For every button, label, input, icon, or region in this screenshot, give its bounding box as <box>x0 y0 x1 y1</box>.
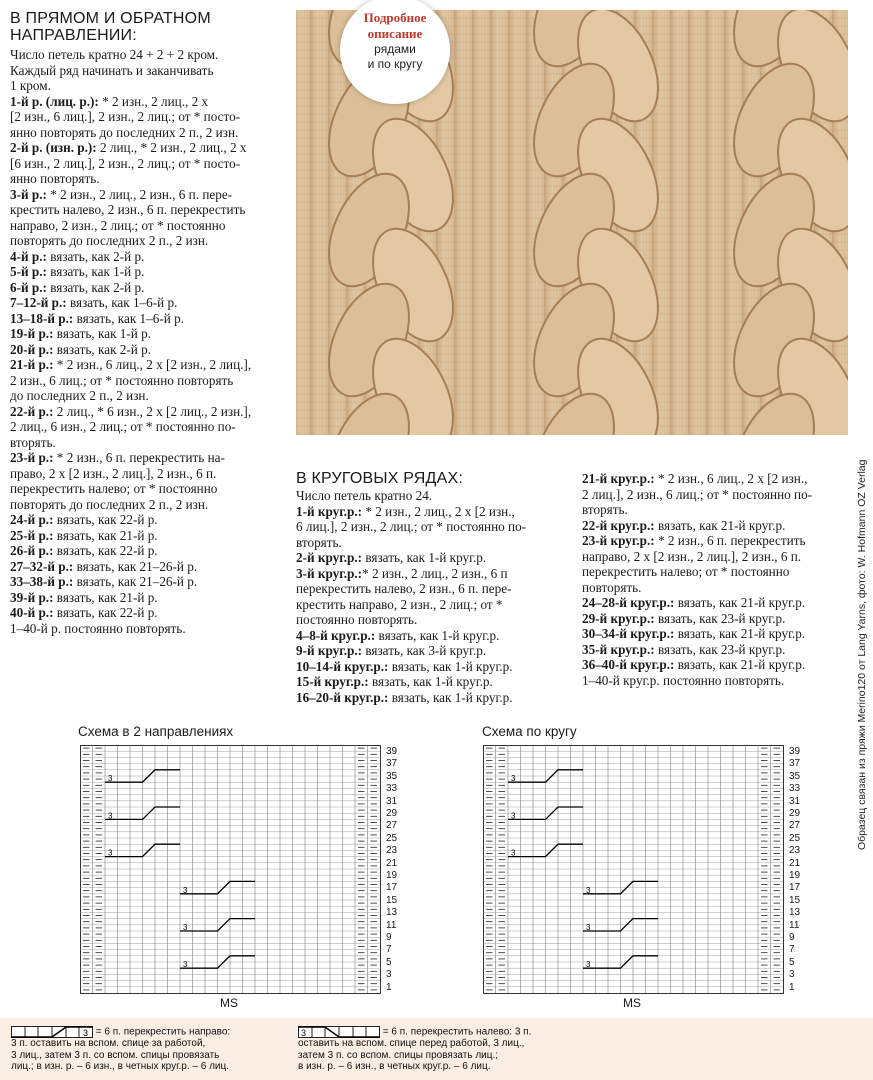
instruction-line <box>10 481 295 497</box>
instruction-line <box>582 518 867 534</box>
detail-badge <box>340 0 450 104</box>
row-label: 36–40-й круг.р.: <box>582 657 675 672</box>
legend-right-line-1: = 6 п. перекрестить направо: <box>95 1026 231 1038</box>
row-text: * 2 изн., 6 п. перекрестить <box>654 533 806 548</box>
row-text: вязать, как 3-й круг.р. <box>362 643 487 658</box>
instruction-line <box>10 450 295 466</box>
row-text: вязать, как 23-й круг.р. <box>654 641 786 657</box>
row-number: 7 <box>386 944 392 956</box>
row-text: вязать, как 1–6-й р. <box>73 310 184 326</box>
row-number: 17 <box>386 882 398 894</box>
row-text: вязать, как 21-й р. <box>53 589 158 605</box>
row-label: 9-й круг.р.: <box>296 643 363 658</box>
row-text: вязать, как 1-й р. <box>46 264 145 279</box>
instruction-line <box>582 673 867 689</box>
row-label: 4-й р.: <box>10 248 47 264</box>
instruction-line <box>10 528 295 544</box>
row-label: 1-й круг.р.: <box>296 503 363 519</box>
row-text: крестить направо, 2 изн., 2 лиц.; от * <box>296 596 503 612</box>
row-label: 2-й р. (изн. р.): <box>10 140 97 155</box>
instruction-line <box>582 595 867 611</box>
cable-label: 3 <box>183 923 188 932</box>
round-title: В КРУГОВЫХ РЯДАХ: <box>296 470 463 487</box>
row-label: 7–12-й р.: <box>10 295 67 310</box>
instruction-line <box>10 63 295 79</box>
row-text: повторять до последних 2 п., 2 изн. <box>10 496 209 512</box>
row-text: направо, 2 изн., 2 лиц.; от * постоянно <box>10 217 226 233</box>
row-text: до последних 2 п., 2 изн. <box>10 388 149 403</box>
instruction-line <box>10 419 295 435</box>
instruction-line <box>296 535 581 551</box>
row-text: вязать, как 21-й р. <box>53 527 158 543</box>
chart-round <box>483 745 803 1010</box>
row-text: 2 лиц., 6 изн., 2 лиц.; от * постоянно по- <box>10 419 236 434</box>
chart-footer-ms: MS <box>623 996 641 1010</box>
row-label: 23-й круг.р.: <box>582 533 655 548</box>
row-number: 5 <box>789 956 795 968</box>
photo-credit-text: Образец связан из пряжи Merino120 от Lang Yarns, фото: W. Hofmann OZ Verlag <box>856 459 868 850</box>
instruction-line <box>296 597 581 613</box>
legend-right-line-3: 3 лиц., затем 3 п. со вспом. спицы провязать <box>11 1049 220 1061</box>
row-text: повторять до последних 2 п., 2 изн. <box>10 233 209 248</box>
row-text: 1 кром. <box>10 78 51 93</box>
instruction-line <box>10 357 295 373</box>
row-label: 20-й р.: <box>10 341 54 357</box>
row-label: 10–14-й круг.р.: <box>296 658 389 674</box>
row-number: 17 <box>789 882 801 894</box>
row-text: 2 лиц.], 2 изн., 6 лиц.; от * постоянно по- <box>582 486 813 502</box>
row-label: 16–20-й круг.р.: <box>296 689 389 705</box>
row-text: * 2 изн., 6 лиц., 2 х [2 изн., 2 лиц.], <box>53 357 252 372</box>
legend-right-cross <box>11 1026 281 1073</box>
row-text: Каждый ряд начинать и заканчивать <box>10 62 214 78</box>
instruction-line <box>10 388 295 404</box>
row-text: постоянно повторять. <box>296 612 418 627</box>
chart-footer-ms: MS <box>220 996 238 1010</box>
legend-left-line-4: в изн. р. – 6 изн., в четных круг.р. – 6 лиц. <box>298 1061 491 1073</box>
row-text: * 2 изн., 6 лиц., 2 х [2 изн., <box>654 471 808 486</box>
instruction-line <box>296 550 581 566</box>
flat-section <box>10 10 295 636</box>
instruction-line <box>582 657 867 673</box>
row-text: 1–40-й круг.р. постоянно повторять. <box>582 672 785 688</box>
instruction-line <box>10 373 295 389</box>
row-text: вязать, как 21-й круг.р. <box>674 595 806 610</box>
instruction-line <box>10 311 295 327</box>
legend-right-line-2: 3 п. оставить на вспом. спице за работой, <box>11 1038 206 1050</box>
row-number: 19 <box>386 870 398 881</box>
instruction-line <box>10 574 295 590</box>
row-label: 21-й р.: <box>10 357 54 372</box>
instruction-line <box>582 549 867 565</box>
legend-right-line-4: лиц.; в изн. р. – 6 изн., в четных круг.р. – 6 лиц. <box>11 1061 230 1073</box>
row-label: 33–38-й р.: <box>10 574 74 589</box>
row-text: вязать, как 1–6-й р. <box>66 295 178 310</box>
row-number: 23 <box>386 845 398 857</box>
row-text: * 2 изн., 2 лиц., 2 изн., 6 п. пере- <box>46 186 233 202</box>
row-text: вязать, как 1-й круг.р. <box>375 627 500 643</box>
row-text: вязать, как 1-й круг.р. <box>368 674 493 689</box>
row-text: вторять. <box>10 434 56 450</box>
row-number: 31 <box>789 795 801 807</box>
row-number: 25 <box>386 832 398 844</box>
instruction-line <box>582 471 867 487</box>
row-number: 3 <box>386 969 392 981</box>
row-number: 31 <box>386 795 398 807</box>
row-text: Число петель кратно 24. <box>296 488 433 503</box>
instruction-line <box>296 566 581 582</box>
row-text: * 2 изн., 2 лиц., 2 изн., 6 п <box>362 565 508 581</box>
instruction-line <box>10 621 295 637</box>
cable-label: 3 <box>108 848 113 858</box>
instruction-line <box>10 605 295 621</box>
badge-line-4: и по кругу <box>367 57 423 71</box>
row-number: 39 <box>789 746 801 757</box>
row-label: 40-й р.: <box>10 605 54 620</box>
row-text: перекрестить налево, 2 изн., 6 п. пере- <box>296 581 512 596</box>
instruction-line <box>10 342 295 358</box>
row-label: 24-й р.: <box>10 512 54 527</box>
flat-title <box>10 10 295 44</box>
instruction-line <box>296 488 581 504</box>
instruction-line <box>10 171 295 187</box>
row-text: 2 изн., 6 лиц.; от * постоянно повторять <box>10 372 234 388</box>
row-number: 37 <box>789 758 801 770</box>
legend-left-cross <box>298 1026 598 1073</box>
row-label: 6-й р.: <box>10 279 47 295</box>
instruction-line <box>10 435 295 451</box>
row-text: вязать, как 2-й р. <box>46 279 145 295</box>
cable-label: 3 <box>108 774 113 784</box>
instruction-line <box>10 233 295 249</box>
row-number: 29 <box>789 808 801 819</box>
instruction-line <box>296 674 581 690</box>
row-number: 13 <box>789 907 801 919</box>
cable-left-symbol-num: 3 <box>301 1028 307 1038</box>
instruction-line <box>296 690 581 706</box>
legend-left-line-3: затем 3 п. со вспом. спицы провязать лиц.; <box>298 1049 499 1061</box>
row-text: направо, 2 х [2 изн., 2 лиц.], 2 изн., 6 п. <box>582 548 802 564</box>
row-number: 37 <box>386 758 398 770</box>
instruction-line <box>296 628 581 644</box>
cable-label: 3 <box>586 923 591 932</box>
row-text: вязать, как 1-й круг.р. <box>388 689 513 705</box>
chart-round-title: Схема по кругу <box>482 724 577 739</box>
instruction-line <box>10 543 295 559</box>
row-text: вязать, как 21-й круг.р. <box>654 517 786 533</box>
row-text: вязать, как 22-й р. <box>53 543 158 558</box>
instruction-line <box>582 626 867 642</box>
row-text: янно повторять до последних 2 п., 2 изн. <box>10 124 239 140</box>
cable-right-symbol <box>11 1026 93 1038</box>
row-text: 2 лиц., * 6 изн., 2 х [2 лиц., 2 изн.], <box>53 403 252 419</box>
row-text: крестить налево, 2 изн., 6 п. перекрестить <box>10 202 246 217</box>
instruction-line <box>10 404 295 420</box>
row-text: янно повторять. <box>10 171 100 186</box>
instruction-line <box>296 659 581 675</box>
instruction-line <box>582 564 867 580</box>
row-text: [2 изн., 6 лиц.], 2 изн., 2 лиц.; от * посто- <box>10 109 241 124</box>
cable-label: 3 <box>183 960 188 970</box>
instruction-line <box>296 643 581 659</box>
chart-flat-title: Схема в 2 направлениях <box>78 724 234 739</box>
row-text: вязать, как 21–26-й р. <box>73 574 198 589</box>
legend-panel <box>0 1018 873 1080</box>
instruction-line <box>582 502 867 518</box>
row-text: перекрестить налево; от * постоянно <box>582 564 790 579</box>
row-text: право, 2 х [2 изн., 2 лиц.], 2 изн., 6 п. <box>10 465 217 481</box>
instruction-line <box>10 264 295 280</box>
row-number: 15 <box>789 894 801 906</box>
instruction-line <box>10 156 295 172</box>
row-text: 1–40-й р. постоянно повторять. <box>10 620 186 636</box>
instruction-line <box>296 504 581 520</box>
round-instructions-col2 <box>582 471 867 688</box>
row-number: 33 <box>386 783 398 795</box>
row-text: вязать, как 2-й р. <box>46 248 145 264</box>
instruction-line <box>10 109 295 125</box>
instruction-line <box>10 140 295 156</box>
instruction-line <box>10 559 295 575</box>
row-label: 19-й р.: <box>10 326 54 341</box>
row-label: 29-й круг.р.: <box>582 610 655 626</box>
row-label: 22-й р.: <box>10 403 54 419</box>
row-label: 21-й круг.р.: <box>582 471 655 486</box>
chart-grid-svg <box>483 745 813 1013</box>
row-text: вязать, как 21-й круг.р. <box>674 657 806 672</box>
badge-line-3: рядами <box>374 42 416 56</box>
flat-instructions <box>10 47 295 636</box>
row-number: 3 <box>789 969 795 981</box>
legend-left-line-2: оставить на вспом. спице перед работой, 3 лиц., <box>298 1038 525 1050</box>
cable-label: 3 <box>511 774 516 784</box>
row-number: 21 <box>789 857 801 869</box>
row-number: 9 <box>789 932 795 943</box>
row-text: вязать, как 21-й круг.р. <box>674 626 806 641</box>
row-number: 29 <box>386 808 398 819</box>
cable-label: 3 <box>183 885 188 895</box>
row-number: 7 <box>789 944 795 956</box>
row-number: 35 <box>789 770 801 782</box>
instruction-line <box>10 202 295 218</box>
row-label: 1-й р. (лиц. р.): <box>10 93 99 109</box>
row-text: * 2 изн., 6 п. перекрестить на- <box>53 450 225 465</box>
row-text: [6 изн., 2 лиц.], 2 изн., 2 лиц.; от * посто- <box>10 155 241 171</box>
row-text: вязать, как 22-й р. <box>53 512 158 527</box>
row-label: 22-й круг.р.: <box>582 517 655 533</box>
row-text: вязать, как 1-й круг.р. <box>362 550 487 565</box>
row-text: Число петель кратно 24 + 2 + 2 кром. <box>10 47 219 62</box>
row-text: вторять. <box>582 502 628 517</box>
flat-title-line-2: НАПРАВЛЕНИИ: <box>10 27 137 44</box>
row-label: 24–28-й круг.р.: <box>582 595 675 610</box>
row-text: * 2 изн., 2 лиц., 2 х <box>98 93 209 109</box>
cable-label: 3 <box>586 885 591 895</box>
instruction-line <box>582 642 867 658</box>
flat-title-line-1: В ПРЯМОМ И ОБРАТНОМ <box>10 10 211 27</box>
row-number: 25 <box>789 832 801 844</box>
row-number: 9 <box>386 932 392 943</box>
row-number: 13 <box>386 907 398 919</box>
row-label: 25-й р.: <box>10 527 54 543</box>
instruction-line <box>10 466 295 482</box>
row-text: вторять. <box>296 534 342 550</box>
row-text: 6 лиц.], 2 изн., 2 лиц.; от * постоянно по- <box>296 519 527 534</box>
instruction-line <box>10 497 295 513</box>
instruction-line <box>296 519 581 535</box>
instruction-line <box>10 47 295 63</box>
row-number: 1 <box>789 981 795 993</box>
row-label: 30–34-й круг.р.: <box>582 626 675 641</box>
instruction-line <box>10 512 295 528</box>
instruction-line <box>10 280 295 296</box>
cable-right-symbol-num: 3 <box>83 1028 89 1038</box>
instruction-line <box>10 94 295 110</box>
row-label: 26-й р.: <box>10 543 54 558</box>
row-number: 5 <box>386 956 392 968</box>
row-label: 35-й круг.р.: <box>582 641 655 657</box>
row-text: вязать, как 1-й круг.р. <box>388 658 513 674</box>
row-text: повторять. <box>582 579 642 595</box>
chart-flat <box>80 745 400 1010</box>
cable-label: 3 <box>586 960 591 970</box>
instruction-line <box>10 295 295 311</box>
instruction-line <box>10 125 295 141</box>
row-text: вязать, как 21–26-й р. <box>73 558 198 574</box>
cable-label: 3 <box>108 811 113 821</box>
row-text: вязать, как 1-й р. <box>53 326 152 341</box>
row-number: 21 <box>386 857 398 869</box>
row-number: 11 <box>386 919 397 931</box>
round-instructions-col1 <box>296 488 581 705</box>
row-number: 35 <box>386 770 398 782</box>
row-text: вязать, как 23-й круг.р. <box>654 610 786 626</box>
row-number: 11 <box>789 919 800 931</box>
chart-grid-svg <box>80 745 410 1013</box>
instruction-line <box>582 533 867 549</box>
row-number: 23 <box>789 845 801 857</box>
legend-left-line-1: = 6 п. перекрестить налево: 3 п. <box>382 1026 532 1038</box>
row-text: вязать, как 2-й р. <box>53 341 152 357</box>
row-label: 15-й круг.р.: <box>296 674 369 689</box>
row-text: * 2 изн., 2 лиц., 2 х [2 изн., <box>362 503 515 519</box>
row-label: 13–18-й р.: <box>10 310 74 326</box>
instruction-line <box>296 581 581 597</box>
row-label: 23-й р.: <box>10 450 54 465</box>
badge-line-2: описание <box>367 26 423 41</box>
row-number: 39 <box>386 746 398 757</box>
instruction-line <box>10 218 295 234</box>
instruction-line <box>10 78 295 94</box>
row-text: 2 лиц., * 2 изн., 2 лиц., 2 х <box>96 140 247 155</box>
instruction-line <box>10 187 295 203</box>
row-label: 2-й круг.р.: <box>296 550 363 565</box>
row-label: 3-й круг.р.: <box>296 565 363 581</box>
row-label: 27–32-й р.: <box>10 558 74 574</box>
badge-line-1: Подробное <box>363 10 427 25</box>
row-label: 3-й р.: <box>10 186 47 202</box>
row-number: 27 <box>789 820 801 832</box>
instruction-line <box>582 487 867 503</box>
row-number: 1 <box>386 981 392 993</box>
instruction-line <box>296 612 581 628</box>
cable-label: 3 <box>511 848 516 858</box>
row-label: 39-й р.: <box>10 589 54 605</box>
row-text: вязать, как 22-й р. <box>53 605 158 620</box>
instruction-line <box>10 590 295 606</box>
instruction-line <box>582 580 867 596</box>
row-text: перекрестить налево; от * постоянно <box>10 481 218 496</box>
instruction-line <box>10 249 295 265</box>
row-label: 4–8-й круг.р.: <box>296 627 376 643</box>
row-number: 33 <box>789 783 801 795</box>
row-label: 5-й р.: <box>10 264 47 279</box>
row-number: 19 <box>789 870 801 881</box>
instruction-line <box>582 611 867 627</box>
instruction-line <box>10 326 295 342</box>
cable-left-symbol <box>298 1026 380 1038</box>
cable-label: 3 <box>511 811 516 821</box>
row-number: 27 <box>386 820 398 832</box>
row-number: 15 <box>386 894 398 906</box>
